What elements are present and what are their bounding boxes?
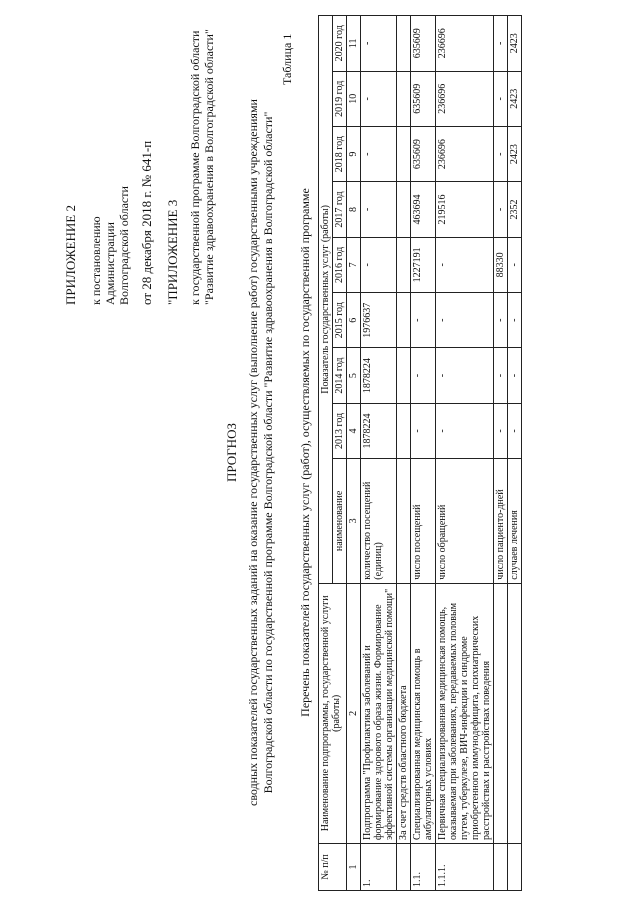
row-value: -	[436, 403, 494, 458]
col-number: 7	[347, 237, 361, 292]
row-value: 236696	[436, 71, 494, 126]
row-indicator: количество посещений (единиц)	[361, 459, 397, 584]
row-value: 236696	[436, 16, 494, 72]
row-value	[397, 182, 411, 237]
table-row	[494, 16, 508, 891]
title-line-1: сводных показателей государственных заданий на оказание государственных услуг (выполнение работ) государственными учреждениями	[246, 99, 260, 806]
col-number: 11	[347, 16, 361, 72]
row-value: 2423	[508, 71, 522, 126]
row-number: 1.	[361, 843, 397, 890]
row-number: 1.1.	[411, 843, 436, 890]
table-row	[508, 16, 522, 891]
table-row	[361, 16, 397, 891]
row-value: -	[508, 348, 522, 403]
row-indicator: число посещений	[411, 459, 436, 584]
header-year: 2019 год	[333, 71, 347, 126]
column-number-row	[347, 16, 361, 891]
row-value: -	[411, 348, 436, 403]
row-indicator: число обращений	[436, 459, 494, 584]
row-value	[397, 348, 411, 403]
table-body	[361, 16, 522, 891]
header-indicator-name: наименование	[333, 459, 347, 584]
col-number: 2	[347, 583, 361, 843]
appendix3-label: "ПРИЛОЖЕНИЕ 3	[165, 199, 180, 305]
row-value: 2423	[508, 16, 522, 72]
col-number: 10	[347, 71, 361, 126]
row-name: Первичная специализированная медицинская помощь, оказываемая при заболеваниях, передаваемых половым путем, туберкулезе, ВИЧ-инфекции и синдроме приобретенного иммунодефицита, психиатрических расстройствах и расстройствах поведения	[436, 583, 494, 843]
row-value: -	[361, 126, 397, 181]
row-value: -	[436, 348, 494, 403]
row-value	[397, 126, 411, 181]
row-value: 1976637	[361, 293, 397, 348]
row-value: 219516	[436, 182, 494, 237]
appendix-label: ПРИЛОЖЕНИЕ 2	[63, 205, 78, 305]
row-value: -	[494, 293, 508, 348]
table-row	[397, 16, 411, 891]
row-name: Специализированная медицинская помощь в амбулаторных условиях	[411, 583, 436, 843]
row-number	[397, 843, 411, 890]
col-number: 4	[347, 403, 361, 458]
row-value: 463694	[411, 182, 436, 237]
row-name: За счет средств областного бюджета	[397, 583, 411, 843]
region-label: Волгоградской области	[117, 186, 131, 305]
row-value: 2423	[508, 126, 522, 181]
row-value	[397, 403, 411, 458]
header-year: 2015 год	[333, 293, 347, 348]
row-indicator: число пациенто-дней	[494, 459, 508, 584]
row-value: 1878224	[361, 403, 397, 458]
row-value: -	[361, 182, 397, 237]
row-value	[397, 293, 411, 348]
header-year: 2020 год	[333, 16, 347, 72]
row-value: -	[361, 71, 397, 126]
row-value: -	[494, 348, 508, 403]
row-number	[508, 843, 522, 890]
row-value: 635609	[411, 126, 436, 181]
row-value: -	[411, 403, 436, 458]
program-line-2: "Развитие здравоохранения в Волгоградской области"	[202, 29, 216, 305]
table-label: Таблица 1	[280, 33, 294, 85]
col-number: 8	[347, 182, 361, 237]
row-value: 635609	[411, 16, 436, 72]
program-line-1: к государственной программе Волгоградской области	[188, 30, 202, 305]
date-line: от 28 декабря 2018 г. № 641-п	[139, 140, 154, 305]
header-year: 2014 год	[333, 348, 347, 403]
header-year: 2017 год	[333, 182, 347, 237]
row-indicator: случаев лечения	[508, 459, 522, 584]
row-value: 1878224	[361, 348, 397, 403]
header-indicator-group: Показатель государственных услуг (работы)	[319, 16, 333, 584]
row-value: 236696	[436, 126, 494, 181]
row-value: -	[411, 293, 436, 348]
row-value: -	[508, 237, 522, 292]
row-value: -	[494, 126, 508, 181]
table-header-row	[319, 16, 333, 891]
row-value: 88330	[494, 237, 508, 292]
row-name: Подпрограмма "Профилактика заболеваний и формирование здорового образа жизни. Формирование эффективной системы организации медицинской помощи"	[361, 583, 397, 843]
row-value: -	[508, 403, 522, 458]
row-value: -	[361, 16, 397, 72]
row-value: -	[494, 16, 508, 72]
col-number: 9	[347, 126, 361, 181]
row-value	[397, 237, 411, 292]
row-indicator	[397, 459, 411, 584]
row-value: 635609	[411, 71, 436, 126]
row-value	[397, 16, 411, 72]
title-line-2: Волгоградской области по государственной программе Волгоградской области "Развитие здравоохранения в Волгоградской области"	[261, 111, 275, 794]
table-row	[436, 16, 494, 891]
table-row	[411, 16, 436, 891]
list-title: Перечень показателей государственных услуг (работ), осуществляемых по государственной программе	[298, 188, 312, 717]
row-value: 2352	[508, 182, 522, 237]
col-number: 1	[347, 843, 361, 890]
header-year: 2018 год	[333, 126, 347, 181]
prognoz-title: ПРОГНОЗ	[224, 423, 239, 482]
col-number: 6	[347, 293, 361, 348]
col-number: 5	[347, 348, 361, 403]
header-num: № п/п	[319, 843, 347, 890]
row-value	[397, 71, 411, 126]
resolution-label: к постановлению	[89, 216, 103, 305]
row-value: -	[361, 237, 397, 292]
row-value: -	[436, 237, 494, 292]
row-value: -	[494, 182, 508, 237]
header-year: 2013 год	[333, 403, 347, 458]
col-number: 3	[347, 459, 361, 584]
row-value: -	[436, 293, 494, 348]
row-name	[508, 583, 522, 843]
row-value: -	[494, 403, 508, 458]
indicators-table	[318, 15, 522, 891]
row-name	[494, 583, 508, 843]
row-number	[494, 843, 508, 890]
header-name: Наименование подпрограммы, государственной услуги (работы)	[319, 583, 347, 843]
row-value: 1227191	[411, 237, 436, 292]
header-year: 2016 год	[333, 237, 347, 292]
row-number: 1.1.1.	[436, 843, 494, 890]
row-value: -	[494, 71, 508, 126]
administration-label: Администрации	[103, 222, 117, 305]
row-value: -	[508, 293, 522, 348]
